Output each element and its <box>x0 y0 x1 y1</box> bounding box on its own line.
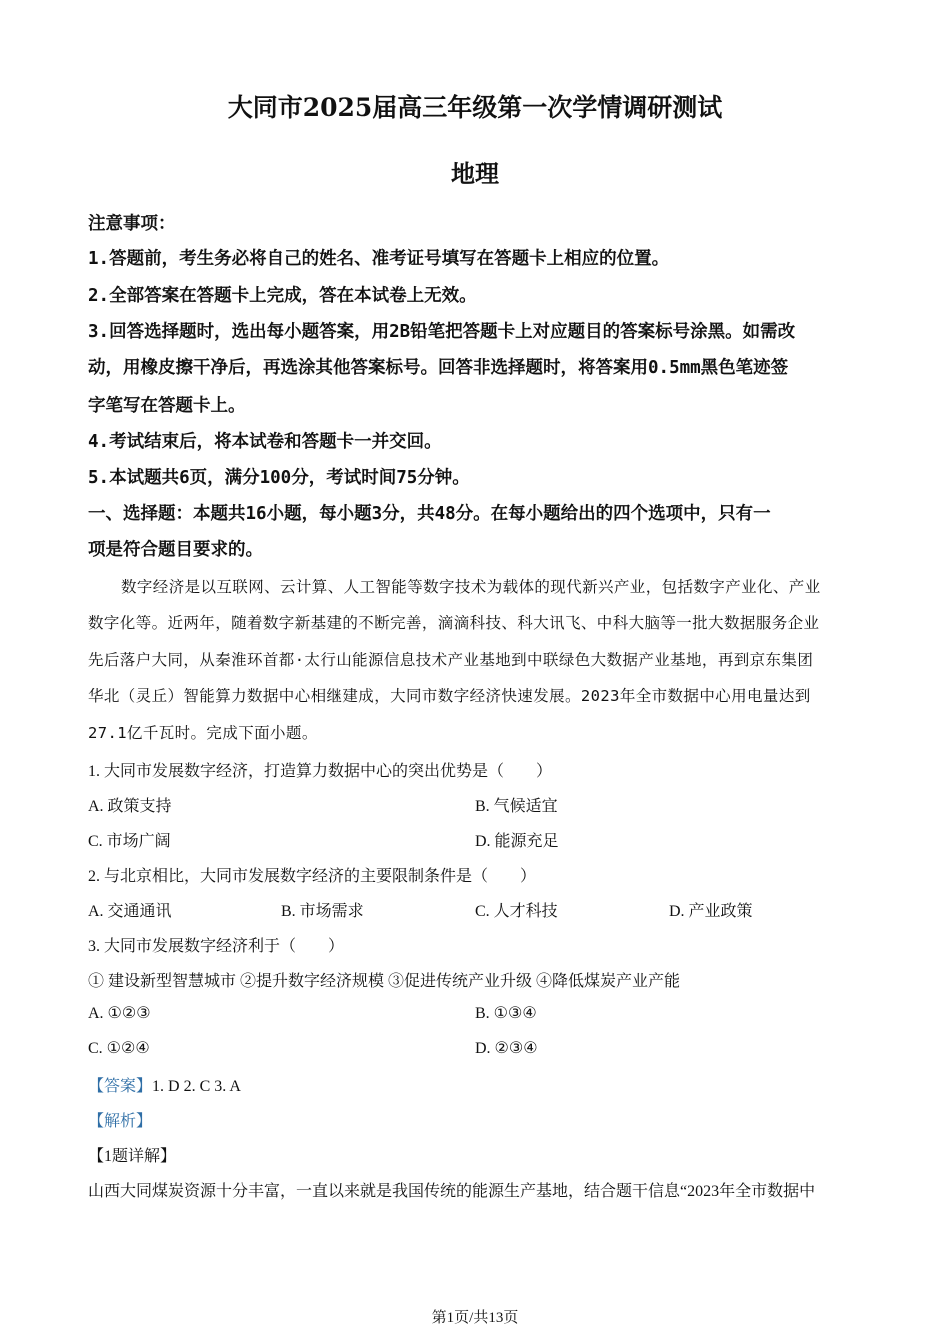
answer-text: 1. D 2. C 3. A <box>152 1078 241 1095</box>
notice-heading: 注意事项： <box>88 214 176 234</box>
q1-option-d: D. 能源充足 <box>475 833 559 850</box>
analysis-text: 山西大同煤炭资源十分丰富，一直以来就是我国传统的能源生产基地，结合题干信息“2023年全市数据中 <box>88 1183 816 1200</box>
exam-title: 大同市2025届高三年级第一次学情调研测试 <box>227 93 723 122</box>
q3-option-a: A. ①②③ <box>88 1005 151 1022</box>
q3-option-d: D. ②③④ <box>475 1040 538 1057</box>
q3-option-c: C. ①②④ <box>88 1040 150 1057</box>
q2-option-b: B. 市场需求 <box>281 903 364 920</box>
notice-line: 2.全部答案在答题卡上完成，答在本试卷上无效。 <box>88 286 477 306</box>
section-heading: 项是符合题目要求的。 <box>88 540 263 560</box>
answer-label: 【答案】 <box>88 1078 153 1095</box>
q2-option-a: A. 交通通讯 <box>88 903 172 920</box>
section-heading: 一、选择题：本题共16小题，每小题3分，共48分。在每小题给出的四个选项中，只有一 <box>88 504 771 524</box>
q1-option-a: A. 政策支持 <box>88 798 172 815</box>
passage-line: 数字经济是以互联网、云计算、人工智能等数字技术为载体的现代新兴产业，包括数字产业化、产业 <box>121 578 821 596</box>
subject-title: 地理 <box>451 159 499 188</box>
notice-line: 5.本试题共6页，满分100分，考试时间75分钟。 <box>88 468 470 488</box>
notice-line: 4.考试结束后，将本试卷和答题卡一并交回。 <box>88 432 442 452</box>
question-3-stem: 3. 大同市发展数字经济利于（ ） <box>88 938 345 955</box>
notice-line: 字笔写在答题卡上。 <box>88 396 246 416</box>
passage-line: 27.1亿千瓦时。完成下面小题。 <box>88 724 318 742</box>
notice-line: 1.答题前，考生务必将自己的姓名、准考证号填写在答题卡上相应的位置。 <box>88 249 670 269</box>
detail-label: 【1题详解】 <box>88 1148 177 1165</box>
analysis-label: 【解析】 <box>88 1113 153 1130</box>
q2-option-d: D. 产业政策 <box>669 903 753 920</box>
passage-line: 先后落户大同，从秦淮环首都·太行山能源信息技术产业基地到中联绿色大数据产业基地，再到京东集团 <box>88 651 814 669</box>
passage-line: 华北（灵丘）智能算力数据中心相继建成，大同市数字经济快速发展。2023年全市数据中心用电量达到 <box>88 687 811 705</box>
notice-line: 动，用橡皮擦干净后，再选涂其他答案标号。回答非选择题时，将答案用0.5mm黑色笔迹签 <box>88 358 789 378</box>
q3-statements: ① 建设新型智慧城市 ②提升数字经济规模 ③促进传统产业升级 ④降低煤炭产业产能 <box>88 973 681 990</box>
question-1-stem: 1. 大同市发展数字经济，打造算力数据中心的突出优势是（ ） <box>88 763 553 780</box>
question-2-stem: 2. 与北京相比，大同市发展数字经济的主要限制条件是（ ） <box>88 868 537 885</box>
passage-line: 数字化等。近两年，随着数字新基建的不断完善，滴滴科技、科大讯飞、中科大脑等一批大数据服务企业 <box>88 614 820 632</box>
q1-option-c: C. 市场广阔 <box>88 833 171 850</box>
q1-option-b: B. 气候适宜 <box>475 798 558 815</box>
page-number: 第1页/共13页 <box>431 1310 519 1326</box>
q2-option-c: C. 人才科技 <box>475 903 558 920</box>
notice-line: 3.回答选择题时，选出每小题答案，用2B铅笔把答题卡上对应题目的答案标号涂黑。如需改 <box>88 322 796 342</box>
answer-line <box>88 1073 241 1096</box>
q3-option-b: B. ①③④ <box>475 1005 537 1022</box>
